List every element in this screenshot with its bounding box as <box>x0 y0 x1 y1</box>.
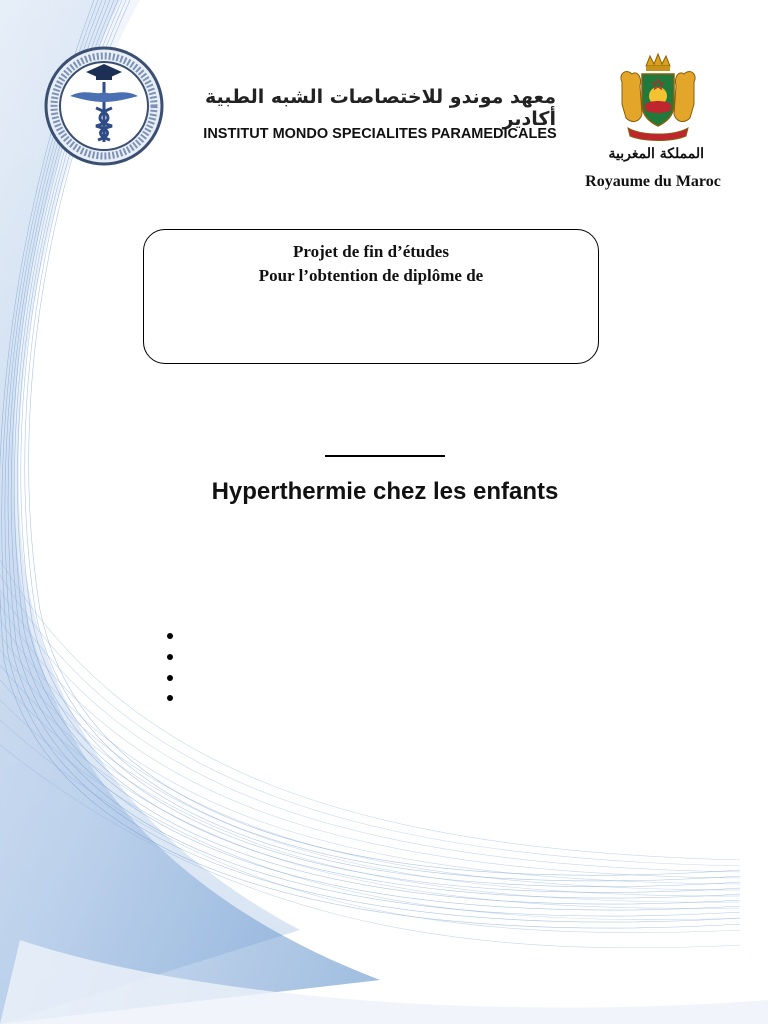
bullet-point <box>167 654 173 660</box>
page-title: Hyperthermie chez les enfants <box>211 478 559 505</box>
bullet-point <box>167 695 173 701</box>
title-separator <box>325 455 445 457</box>
kingdom-french-label: Royaume du Maroc <box>585 173 721 190</box>
project-info-box <box>143 229 599 364</box>
kingdom-arabic-label: المملكة المغربية <box>608 146 704 162</box>
project-line-2: Pour l’obtention de diplôme de <box>258 266 484 285</box>
bullet-point <box>167 633 173 639</box>
moroccan-emblem-icon <box>612 52 704 142</box>
institute-logo-icon <box>40 44 168 168</box>
bullet-point <box>167 675 173 681</box>
institute-name: INSTITUT MONDO SPECIALITES PARAMEDICALES <box>203 126 557 142</box>
project-line-1: Projet de fin d’études <box>293 242 449 261</box>
institute-arabic-name: معهد موندو للاختصاصات الشبه الطبية أكادير <box>205 86 556 130</box>
title-background-panel <box>126 400 768 536</box>
